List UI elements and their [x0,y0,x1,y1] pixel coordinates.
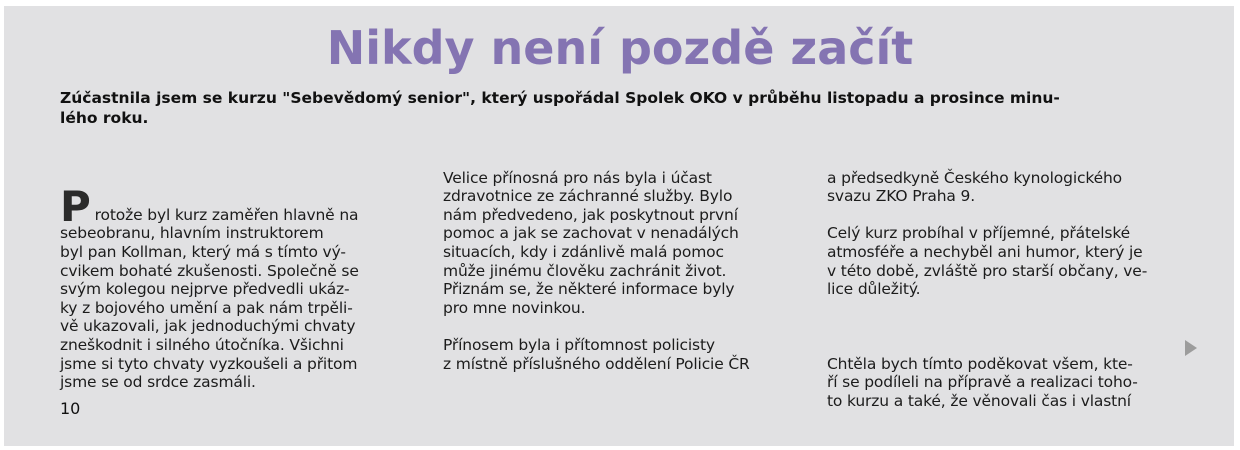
column-1 [60,150,412,429]
continue-arrow-icon [1185,340,1197,356]
column-3 [827,150,1179,429]
col3-paragraph-3: Chtěla bych tímto poděkovat všem, kte- ří se podíleli na přípravě a realizaci toho- to kurzu a také, že věnovali čas i vlastní [827,354,1138,410]
col3-paragraph-2: Celý kurz probíhal v příjemné, přátelské atmosféře a nechyběl ani humor, který je v této době, zvláště pro starší občany, ve- lice důležitý. [827,224,1148,299]
article-lead: Zúčastnila jsem se kurzu "Sebevědomý senior", který uspořádal Spolek OKO v průběhu listopadu a prosince minu- lého roku. [60,89,1060,127]
col3-paragraph-1: a předsedkyně Českého kynologického svazu ZKO Praha 9. [827,168,1123,206]
article-title: Nikdy není pozdě začít [326,21,914,75]
page-number: 10 [60,399,81,418]
paragraph-gap [827,317,1179,336]
col2-paragraph-1: Velice přínosná pro nás byla i účast zdravotnice ze záchranné služby. Bylo nám předvedeno, jak poskytnout první pomoc a jak se zachovat v nenadálých situacích, kdy i zdánlivě malá pomoc může jinému člověku zachránit život. Přiznám se, že některé informace byly pro mne novinkou. [443,168,739,317]
column-2 [443,150,795,392]
col2-paragraph-2: Přínosem byla i přítomnost policisty z místně příslušného oddělení Policie ČR [443,335,750,373]
col1-paragraph-1: rotože byl kurz zaměřen hlavně na sebeobranu, hlavním instruktorem byl pan Kollman, který má s tímto vý- cvikem bohaté zkušenosti. Společně se svým kolegou nejprve předvedli ukáz- ky z bojového umění a pak nám trpěli- vě ukazovali, jak jednoduchými chvaty zneškodnit i silného útočníka. Všichni jsme si tyto chvaty vyzkoušeli a přitom jsme se od srdce zasmáli. [60,205,359,392]
drop-cap: P [60,182,91,232]
